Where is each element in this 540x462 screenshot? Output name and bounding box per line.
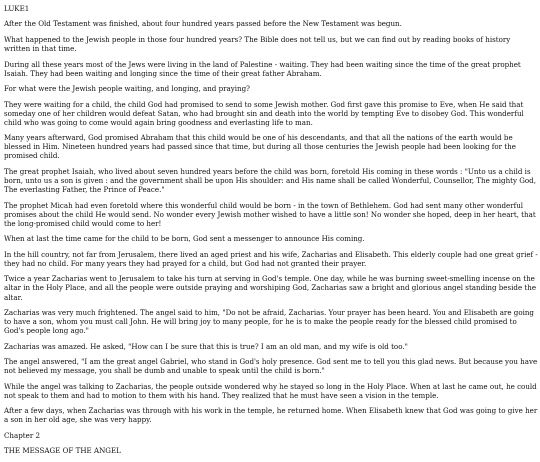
paragraph: The great prophet Isaiah, who lived about seven hundred years before the child was born, foretold His coming in these words : "Unto us a child is born, unto us a son is given : and the government shall be upon His shoulder: and His name shall be called Wonderful, Counsellor, The mighty God, The everlasting Father, the Prince of Peace." bbox=[4, 166, 536, 195]
paragraph: After the Old Testament was finished, about four hundred years passed before the New Testament was begun. bbox=[4, 19, 402, 29]
paragraph: Many years afterward, God promised Abraham that this child would be one of his descendants, and that all the nations of the earth would be blessed in Him. Nineteen hundred years had passed since that time, but during all those centuries the Jewish people had been looking for the promised child. bbox=[4, 133, 516, 161]
paragraph: The angel answered, "I am the great angel Gabriel, who stand in God's holy presence. God sent me to tell you this glad news. But because you have not believed my message, you shall be dumb and unable to speak until the child is born." bbox=[4, 357, 538, 376]
chapter-heading: Chapter 2 bbox=[4, 430, 40, 440]
paragraph: Zacharias was very much frightened. The angel said to him, "Do not be afraid, Zacharias. Your prayer has been heard. You and Elisabeth are going to have a son, whom you must call John. He will bring joy to many people, for he is to make the people ready for the blessed child promised to God's people long ago." bbox=[4, 308, 534, 336]
paragraph: Zacharias was amazed. He asked, "How can I be sure that this is true? I am an old man, and my wife is old too." bbox=[4, 341, 408, 351]
paragraph: When at last the time came for the child to be born, God sent a messenger to announce His coming. bbox=[4, 234, 365, 244]
paragraph: The prophet Micah had even foretold where this wonderful child would be born - in the town of Bethlehem. God had sent many other wonderful promises about the child He would send. No wonder every Jewish mother wished to have a little son! No wonder she hoped, deep in her heart, that the long-promised child would come to her! bbox=[4, 200, 536, 228]
paragraph: After a few days, when Zacharias was through with his work in the temple, he returned home. When Elisabeth knew that God was going to give her a son in her old age, she was very happy. bbox=[4, 406, 538, 425]
paragraph: What happened to the Jewish people in those four hundred years? The Bible does not tell us, but we can find out by reading books of history written in that time. bbox=[4, 34, 511, 54]
paragraph: They were waiting for a child, the child God had promised to send to some Jewish mother. God first gave this promise to Eve, when He said that someday one of her children would defeat Satan, who had brought sin and death into the world by tempting Eve to disobey God. This wonderful child who was going to come would again bring goodness and everlasting life to man. bbox=[4, 99, 524, 127]
document-page bbox=[4, 4, 538, 462]
paragraph: Twice a year Zacharias went to Jerusalem to take his turn at serving in God's temple. One day, while he was burning sweet-smelling incense on the altar in the Holy Place, and all the people were outside praying and worshiping God, Zacharias saw a bright and glorious angel standing beside the altar. bbox=[4, 274, 537, 302]
paragraph: During all these years most of the Jews were living in the land of Palestine - waiting. They had been waiting since the time of the great prophet Isaiah. They had been waiting and longing since the time of their great father Abraham. bbox=[4, 59, 521, 78]
paragraph: For what were the Jewish people waiting, and longing, and praying? bbox=[4, 84, 250, 94]
paragraph: While the angel was talking to Zacharias, the people outside wondered why he stayed so long in the Holy Place. When at last he came out, he could not speak to them and had to motion to them with his hand. They realized that he must have seen a vision in the temple. bbox=[4, 381, 537, 400]
paragraph: In the hill country, not far from Jerusalem, there lived an aged priest and his wife, Zacharias and Elisabeth. This elderly couple had one great grief - they had no child. For many years they had prayed for a child, but God had not granted their prayer. bbox=[4, 249, 538, 268]
document-title: LUKE1 bbox=[4, 4, 30, 13]
chapter-subtitle: THE MESSAGE OF THE ANGEL bbox=[4, 446, 121, 456]
